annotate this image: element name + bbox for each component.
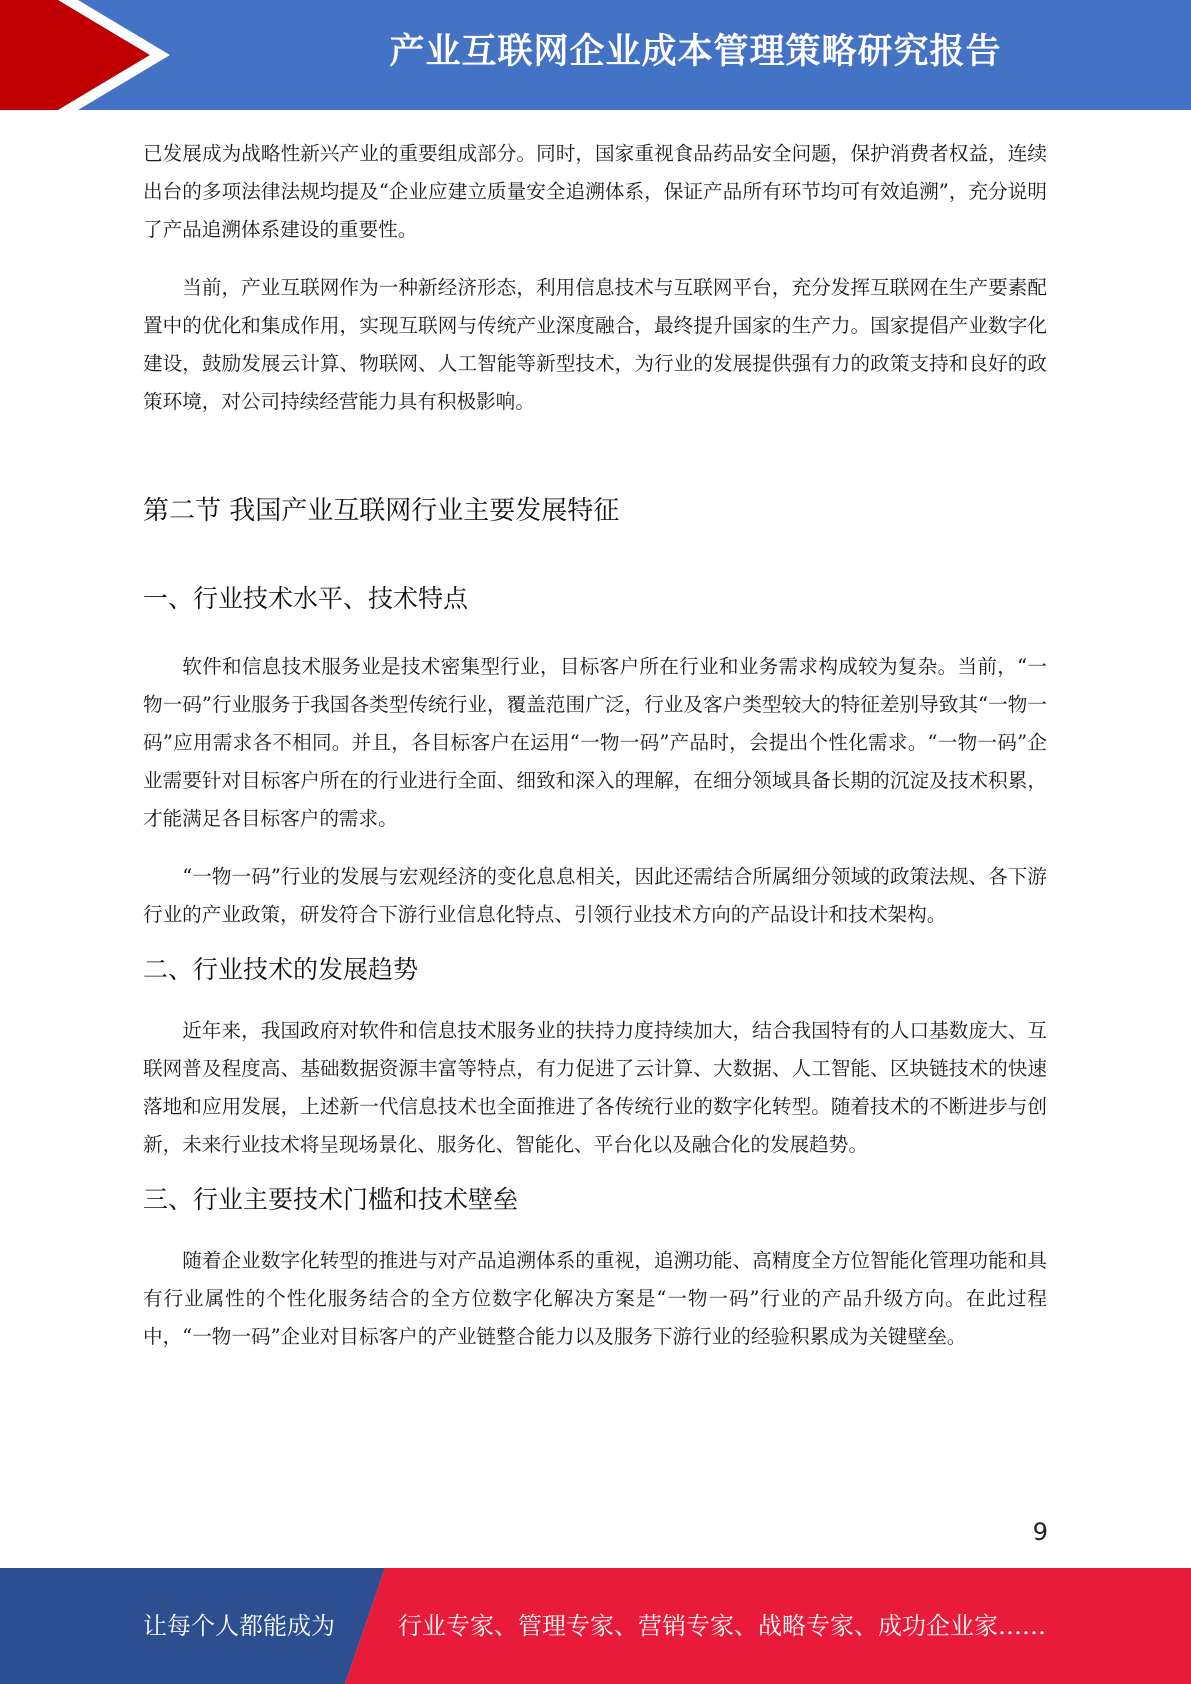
paragraph-4: “一物一码”行业的发展与宏观经济的变化息息相关，因此还需结合所属细分领域的政策法规、各下游行业的产业政策，研发符合下游行业信息化特点、引领行业技术方向的产品设计和技术架构。 — [143, 865, 1047, 926]
paragraph-5: 近年来，我国政府对软件和信息技术服务业的扶持力度持续加大，结合我国特有的人口基数庞大、互联网普及程度高、基础数据资源丰富等特点，有力促进了云计算、大数据、人工智能、区块链技术的快速落地和应用发展，上述新一代信息技术也全面推进了各传统行业的数字化转型。随着技术的不断进步与创新，未来行业技术将呈现场景化、服务化、智能化、平台化以及融合化的发展趋势。 — [143, 1019, 1047, 1156]
page-footer — [0, 1568, 1191, 1684]
paragraph-3: 软件和信息技术服务业是技术密集型行业，目标客户所在行业和业务需求构成较为复杂。当前，“一物一码”行业服务于我国各类型传统行业，覆盖范围广泛，行业及客户类型较大的特征差别导致其“一物一码”应用需求各不相同。并且，各目标客户在运用“一物一码”产品时，会提出个性化需求。“一物一码”企业需要针对目标客户所在的行业进行全面、细致和深入的理解，在细分领域具备长期的沉淀及技术积累，才能满足各目标客户的需求。 — [143, 655, 1047, 830]
paragraph-6: 随着企业数字化转型的推进与对产品追溯体系的重视，追溯功能、高精度全方位智能化管理功能和具有行业属性的个性化服务结合的全方位数字化解决方案是“一物一码”行业的产品升级方向。在此过程中，“一物一码”企业对目标客户的产业链整合能力以及服务下游行业的经验积累成为关键壁垒。 — [143, 1249, 1047, 1348]
heading-tech-barrier: 三、行业主要技术门槛和技术壁垒 — [143, 1185, 519, 1214]
heading-tech-trend: 二、行业技术的发展趋势 — [143, 955, 419, 984]
paragraph-2: 当前，产业互联网作为一种新经济形态，利用信息技术与互联网平台，充分发挥互联网在生产要素配置中的优化和集成作用，实现互联网与传统产业深度融合，最终提升国家的生产力。国家提倡产业数字化建设，鼓励发展云计算、物联网、人工智能等新型技术，为行业的发展提供强有力的政策支持和良好的政策环境，对公司持续经营能力具有积极影响。 — [143, 276, 1047, 413]
page-content — [143, 130, 1047, 1356]
heading-tech-level: 一、行业技术水平、技术特点 — [143, 584, 469, 613]
section-title: 第二节 我国产业互联网行业主要发展特征 — [143, 496, 620, 526]
footer-slogan-right: 行业专家、管理专家、营销专家、战略专家、成功企业家…… — [398, 1612, 1046, 1640]
page-header — [0, 0, 1191, 110]
page-number: 9 — [1032, 1518, 1048, 1546]
paragraph-1: 已发展成为战略性新兴产业的重要组成部分。同时，国家重视食品药品安全问题，保护消费者权益，连续出台的多项法律法规均提及“企业应建立质量安全追溯体系，保证产品所有环节均可有效追溯”，充分说明了产品追溯体系建设的重要性。 — [143, 142, 1047, 241]
footer-slogan-left: 让每个人都能成为 — [143, 1612, 335, 1640]
report-title: 产业互联网企业成本管理策略研究报告 — [389, 32, 1002, 72]
